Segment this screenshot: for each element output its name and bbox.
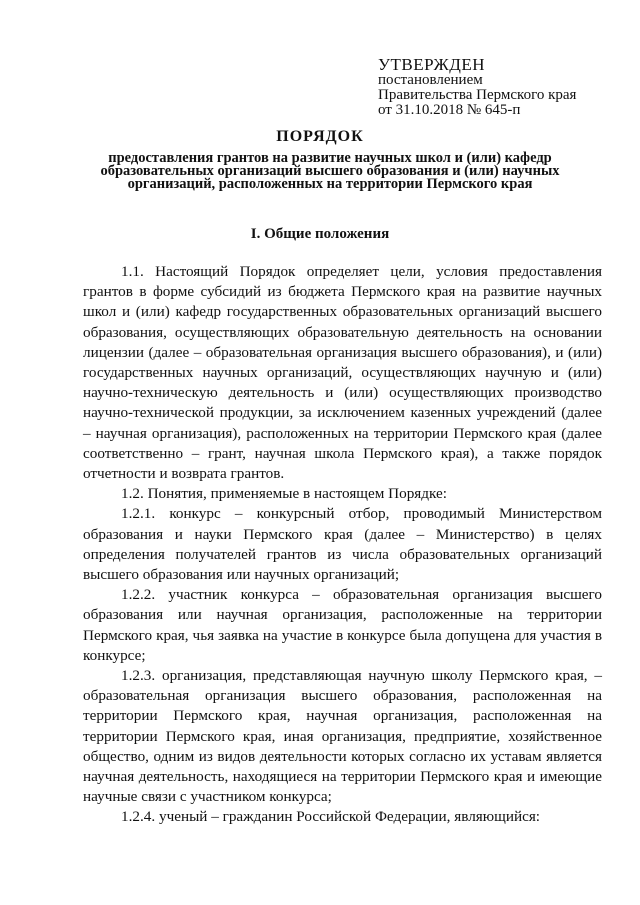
approval-line-3: от 31.10.2018 № 645-п — [378, 102, 521, 118]
document-subtitle: предоставления грантов на развитие научных школ и (или) кафедр образовательных организаций высшего образования и (или) научных организаций, расположенных на территории Пермского края — [100, 150, 560, 192]
paragraph-1-2: 1.2. Понятия, применяемые в настоящем Порядке: — [121, 485, 447, 503]
paragraph-1-1: 1.1. Настоящий Порядок определяет цели, условия предоставления грантов в форме субсидий из бюджета Пермского края на развитие научных школ и (или) кафедр государственных образовательных организаций высшего образования, осуществляющих образовательную деятельность на основании лицензии (далее – образовательная организация высшего образования), и (или) государственных научных организаций, осуществляющих научную и (или) научно-техническую деятельность и (или) осуществляющих производство научно-технической продукции, за исключением казенных учреждений (далее – научная организация), расположенных на территории Пермского края (далее соответственно – грант, научная школа Пермского края), а также порядок отчетности и возврата грантов. — [83, 263, 602, 483]
body-text — [83, 262, 602, 828]
approval-line-1: постановлением — [378, 72, 483, 88]
section-title: I. Общие положения — [250, 226, 390, 242]
paragraph-1-2-3: 1.2.3. организация, представляющая научную школу Пермского края, – образовательная организация высшего образования, расположенная на территории Пермского края, научная организация, расположенная на территории Пермского края, иная организация, предприятие, хозяйственное общество, одним из видов деятельности которых согласно их уставам является научная деятельность, находящиеся на территории Пермского края и имеющие научные связи с участником конкурса; — [83, 667, 602, 806]
approval-line-2: Правительства Пермского края — [378, 87, 577, 103]
document-title: ПОРЯДОК — [276, 128, 364, 145]
approval-stamp — [378, 56, 576, 118]
paragraph-1-2-1: 1.2.1. конкурс – конкурсный отбор, проводимый Министерством образования и науки Пермского края (далее – Министерство) в целях определения получателей грантов из числа образовательных организаций высшего образования или научных организаций; — [83, 505, 602, 584]
approval-title: УТВЕРЖДЕН — [378, 55, 485, 74]
paragraph-1-2-4: 1.2.4. ученый – гражданин Российской Федерации, являющийся: — [121, 808, 541, 826]
paragraph-1-2-2: 1.2.2. участник конкурса – образовательная организация высшего образования или научная организация, расположенные на территории Пермского края, чья заявка на участие в конкурсе была допущена для участия в конкурсе; — [83, 586, 602, 664]
